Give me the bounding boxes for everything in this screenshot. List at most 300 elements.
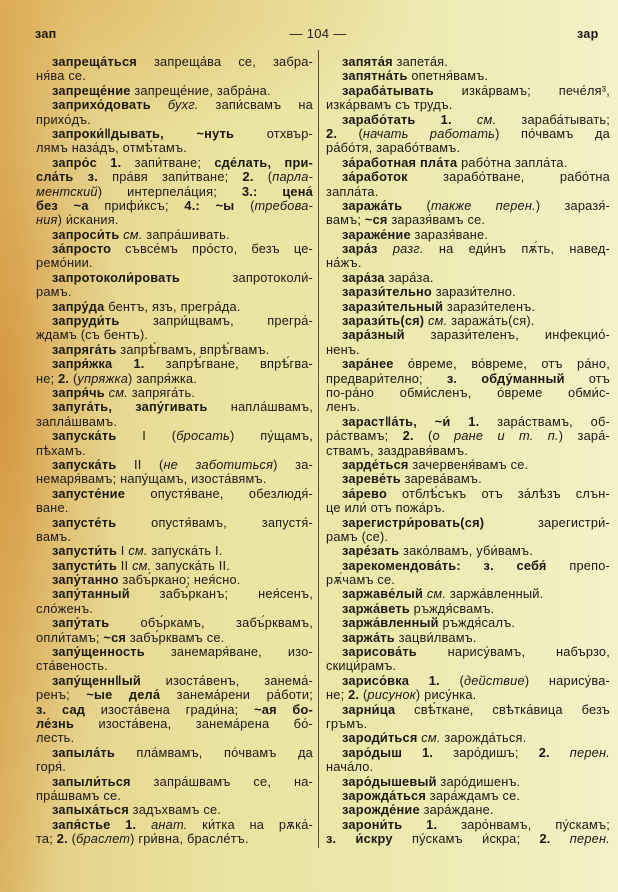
- translation: прихо́дъ.: [36, 111, 91, 127]
- dictionary-line: [326, 228, 610, 242]
- usage-label: ния: [36, 212, 58, 228]
- dictionary-line: [326, 458, 610, 472]
- headword: заре́зать: [342, 543, 400, 559]
- russian-phrase: 1.: [468, 413, 480, 429]
- translation: ра́ствамъ;: [326, 428, 403, 444]
- translation: опли́тамъ;: [36, 629, 104, 645]
- translation: запротоколи́-: [179, 269, 313, 285]
- headword: за́работок: [342, 169, 408, 185]
- russian-phrase: сла́ть з.: [36, 169, 98, 185]
- usage-label: см.: [476, 111, 497, 127]
- dictionary-line: [326, 343, 610, 357]
- usage-label: см.: [426, 586, 447, 602]
- translation: [551, 831, 570, 846]
- dictionary-entry: [326, 69, 610, 83]
- dictionary-line: [36, 544, 313, 558]
- translation: по-ра́но обми́сленъ, о́време обми́с-: [326, 384, 610, 400]
- headword: зара́зный: [342, 327, 405, 343]
- dictionary-line: [326, 386, 610, 400]
- russian-phrase: 1.: [428, 672, 440, 688]
- dictionary-entry: [326, 170, 610, 199]
- translation: [151, 97, 168, 112]
- dictionary-line: [326, 98, 610, 112]
- dictionary-line: [36, 573, 313, 587]
- dictionary-line: [326, 285, 610, 299]
- dictionary-entry: [36, 487, 313, 516]
- russian-phrase: 2.: [348, 687, 360, 703]
- translation: немаря́вамъ; напу́щамъ, изоста́вямъ.: [36, 471, 267, 487]
- translation: ремо́нии.: [36, 255, 93, 271]
- translation: ръждя́салъ.: [438, 615, 516, 631]
- dictionary-entry: [326, 602, 610, 616]
- headword: зараба́тывать: [342, 82, 434, 98]
- dictionary-line: [326, 314, 610, 328]
- dictionary-line: [326, 271, 610, 285]
- translation: опетня́вамъ.: [407, 68, 489, 84]
- dictionary-entry: [36, 400, 313, 429]
- dictionary-line: [36, 472, 313, 486]
- translation: зарази́теленъ.: [443, 298, 536, 314]
- dictionary-entry: [326, 818, 610, 847]
- headword: запыла́ть: [52, 744, 115, 760]
- dictionary-line: [36, 501, 313, 515]
- russian-phrase: 2.: [539, 831, 551, 847]
- headword: запусте́ть: [52, 514, 117, 530]
- translation: запуска́ть II.: [151, 557, 231, 573]
- russian-phrase: 1.: [125, 816, 137, 832]
- dictionary-line: [36, 357, 313, 371]
- dictionary-line: [36, 731, 313, 745]
- dictionary-entry: [36, 55, 313, 84]
- dictionary-entry: [36, 156, 313, 228]
- translation: заразя́ване.: [410, 226, 489, 242]
- headword: зараже́ние: [342, 226, 411, 242]
- translation: ждамъ (съ бентъ).: [36, 327, 149, 343]
- russian-phrase: без ~а: [36, 197, 89, 213]
- translation: ) запря́жка.: [128, 370, 197, 386]
- dictionary-line: [326, 170, 610, 184]
- translation: [110, 817, 125, 832]
- headword: зарази́ть(ся): [342, 313, 425, 329]
- headword: запыли́ться: [52, 773, 131, 789]
- translation: запуска́ть I.: [147, 543, 223, 559]
- usage-label: требова-: [254, 197, 313, 213]
- dictionary-line: [36, 832, 313, 846]
- translation: бентъ, язъ, прегра́да.: [104, 298, 241, 314]
- usage-label: перен.: [569, 744, 610, 760]
- dictionary-line: [326, 703, 610, 717]
- headword: запроки́‖дывать, ~нуть: [52, 125, 235, 141]
- usage-label: не заботиться: [163, 456, 274, 472]
- headword: зарни́ца: [342, 701, 396, 717]
- headword: запруди́ть: [52, 313, 120, 329]
- translation: ) интерпела́ция;: [97, 183, 242, 199]
- dictionary-entry: [326, 472, 610, 486]
- headword: запята́я: [342, 54, 393, 69]
- dictionary-line: [326, 472, 610, 486]
- dictionary-line: [36, 760, 313, 774]
- usage-label: см.: [108, 384, 128, 400]
- translation: скици́рамъ.: [326, 658, 397, 674]
- dictionary-line: [326, 400, 610, 414]
- dictionary-entry: [36, 386, 313, 400]
- translation: ) и́скания.: [57, 212, 119, 228]
- dictionary-line: [326, 746, 610, 760]
- translation: сло́женъ.: [36, 600, 94, 616]
- headword: запря́жка: [52, 356, 113, 372]
- dictionary-line: [326, 415, 610, 429]
- translation: запряга́ть.: [127, 384, 196, 400]
- dictionary-entry: [326, 703, 610, 732]
- dictionary-line: [326, 516, 610, 530]
- headword: запряга́ть: [52, 341, 117, 357]
- translation: запла́швамъ.: [36, 413, 118, 429]
- usage-label: бухг.: [167, 97, 199, 113]
- translation: запла́та.: [326, 183, 379, 199]
- translation: [112, 356, 133, 371]
- dictionary-line: [326, 818, 610, 832]
- headword: зарекомендова́ть: з. себя́: [342, 557, 547, 573]
- dictionary-line: [36, 559, 313, 573]
- translation: отхвър-: [234, 125, 313, 141]
- dictionary-line: [36, 328, 313, 342]
- translation: лямъ наза́дъ, отмѣ́тамъ.: [36, 140, 187, 156]
- dictionary-line: [326, 659, 610, 673]
- dictionary-entry: [326, 487, 610, 516]
- headword: запу́щенность: [52, 644, 145, 660]
- dictionary-line: [36, 429, 313, 443]
- translation: ки́тка на рѫка́-: [187, 816, 313, 832]
- translation: ) за-: [273, 456, 313, 472]
- translation: [452, 112, 477, 127]
- dictionary-line: [36, 300, 313, 314]
- dictionary-line: [326, 141, 610, 155]
- translation: ра́бо́тя, зарабо́твамъ.: [326, 140, 461, 156]
- translation: зачервеня́вамъ се.: [408, 456, 529, 472]
- dictionary-line: [326, 256, 610, 270]
- headword: зарожде́ние: [342, 802, 420, 818]
- translation: II (: [116, 456, 164, 472]
- translation: на еди́нъ пѫ́ть, навед-: [423, 241, 610, 257]
- dictionary-line: [36, 487, 313, 501]
- translation: ня́ва се.: [36, 68, 86, 84]
- headword: заро́дыш: [342, 744, 403, 760]
- usage-label: см.: [123, 226, 143, 242]
- running-head-left: зап: [35, 27, 57, 41]
- dictionary-line: [36, 84, 313, 98]
- dictionary-line: [36, 228, 313, 242]
- dictionary-line: [36, 674, 313, 688]
- usage-label: рисунок: [367, 687, 416, 703]
- translation: запри́щвамъ, прегра́-: [119, 313, 313, 329]
- translation: зарева́вамъ.: [400, 471, 482, 487]
- russian-phrase: 1.: [110, 154, 122, 170]
- translation: рамъ.: [36, 284, 72, 300]
- headword: запреще́ние: [52, 82, 131, 98]
- russian-phrase: 2.: [242, 169, 254, 185]
- translation: зара́ждане.: [419, 802, 494, 818]
- russian-phrase: 2.: [402, 428, 414, 444]
- translation: пла́мвамъ, по́чвамъ да: [114, 744, 313, 760]
- translation: нача́ло.: [326, 759, 374, 775]
- dictionary-entry: [326, 228, 610, 242]
- russian-phrase: 2.: [538, 744, 550, 760]
- dictionary-entry: [36, 228, 313, 242]
- translation: пу́скамъ и́скра;: [392, 831, 540, 847]
- translation: рабо́тна запла́та.: [457, 154, 568, 170]
- dictionary-entry: [326, 271, 610, 285]
- translation: гръмъ.: [326, 715, 368, 731]
- headword: заприхо́довать: [52, 97, 151, 113]
- translation: ) рису́нка.: [415, 687, 477, 703]
- translation: запи́свамъ на: [198, 97, 313, 113]
- translation: I (: [116, 428, 177, 444]
- translation: [415, 112, 440, 127]
- dictionary-line: [36, 242, 313, 256]
- translation: пра́вя запи́тване;: [97, 169, 243, 185]
- translation: зараба́тывать;: [496, 111, 610, 127]
- translation: (: [439, 672, 464, 688]
- translation: (: [67, 831, 77, 847]
- translation: ) нарису́ва-: [524, 672, 610, 688]
- russian-phrase: 1.: [422, 744, 434, 760]
- translation: та;: [36, 831, 57, 847]
- translation: зарабо́тване, рабо́тна: [407, 169, 610, 185]
- dictionary-line: [326, 559, 610, 573]
- dictionary-line: [326, 789, 610, 803]
- running-head-right: зар: [577, 27, 599, 41]
- dictionary-line: [326, 501, 610, 515]
- russian-phrase: 2.: [58, 370, 70, 386]
- translation: ствамъ, заздравя́вамъ.: [326, 442, 468, 458]
- dictionary-line: [326, 674, 610, 688]
- headword: запу́танный: [52, 586, 130, 602]
- translation: I: [117, 543, 129, 559]
- russian-phrase: 1.: [440, 111, 452, 127]
- dictionary-line: [36, 587, 313, 601]
- dictionary-entry: [326, 731, 610, 745]
- translation: пра́швамъ се.: [36, 787, 122, 803]
- dictionary-entry: [36, 343, 313, 357]
- dictionary-line: [36, 285, 313, 299]
- dictionary-entry: [36, 559, 313, 573]
- translation: занема́рени ра́боти;: [160, 687, 313, 703]
- dictionary-line: [36, 458, 313, 472]
- headword: запру́да: [52, 298, 105, 314]
- translation: це или́ отъ пожа́ръ.: [326, 500, 446, 516]
- translation: отъ: [564, 370, 610, 386]
- usage-label: о ране и т. п.: [432, 428, 559, 444]
- dictionary-line: [326, 530, 610, 544]
- dictionary-line: [326, 544, 610, 558]
- dictionary-line: [36, 400, 313, 414]
- translation: [451, 414, 469, 429]
- headword: зарде́ться: [342, 456, 409, 472]
- translation: опустя́вамъ, запустя́-: [116, 514, 313, 530]
- translation: заро́нвамъ, пу́скамъ;: [437, 816, 610, 832]
- headword: зараст‖а́ть, ~и́: [342, 413, 451, 429]
- russian-phrase: 3.: цена́: [241, 183, 313, 199]
- dictionary-entry: [36, 573, 313, 587]
- translation: заража́ть(ся).: [447, 313, 535, 329]
- translation: (: [253, 169, 273, 185]
- dictionary-line: [36, 199, 313, 213]
- translation: запра́шивать.: [142, 226, 230, 242]
- dictionary-entry: [326, 84, 610, 113]
- dictionary-entry: [326, 156, 610, 170]
- headword: запуска́ть: [52, 456, 117, 472]
- dictionary-line: [326, 602, 610, 616]
- headword: зара́з: [342, 241, 378, 257]
- dictionary-line: [326, 372, 610, 386]
- dictionary-entry: [36, 616, 313, 645]
- dictionary-line: [326, 803, 610, 817]
- dictionary-entry: [326, 357, 610, 415]
- translation: пѣхамъ.: [36, 442, 86, 458]
- dictionary-line: [326, 213, 610, 227]
- translation: зацви́лвамъ.: [394, 629, 477, 645]
- headword: за́работная пла́та: [342, 154, 458, 170]
- headword: запреща́ться: [52, 54, 137, 69]
- usage-label: начать работать: [362, 125, 496, 141]
- translation: ) зара́-: [558, 428, 610, 444]
- usage-label: ментский: [36, 183, 98, 199]
- right-column: [326, 55, 610, 846]
- headword: запро́с: [52, 154, 97, 170]
- translation: не;: [36, 370, 59, 386]
- dictionary-entry: [36, 775, 313, 804]
- translation: изка́рвамъ съ трудъ.: [326, 97, 453, 113]
- translation: (: [413, 428, 433, 444]
- dictionary-line: [326, 199, 610, 213]
- translation: вамъ.: [36, 528, 72, 544]
- translation: не;: [326, 687, 349, 703]
- translation: ) заразя́-: [535, 197, 611, 213]
- dictionary-line: [326, 645, 610, 659]
- translation: (: [359, 687, 368, 703]
- dictionary-line: [326, 55, 610, 69]
- translation: съвсе́мъ про́сто, безъ це-: [111, 241, 313, 257]
- translation: зарожда́ться.: [440, 730, 527, 746]
- translation: [97, 155, 110, 170]
- translation: заро́дишъ;: [433, 744, 539, 760]
- usage-label: бросать: [176, 428, 230, 444]
- dictionary-entry: [36, 587, 313, 616]
- translation: ръждя́свамъ.: [409, 600, 495, 616]
- headword: запусти́ть: [52, 543, 118, 559]
- usage-label: упряжка: [77, 370, 129, 386]
- dictionary-line: [36, 645, 313, 659]
- usage-label: см.: [428, 313, 448, 329]
- translation: запета́я.: [392, 54, 449, 69]
- translation: зарегистри́-: [484, 514, 610, 530]
- headword: запротоколи́ровать: [52, 269, 180, 285]
- dictionary-line: [36, 818, 313, 832]
- translation: на́жъ.: [326, 255, 362, 271]
- translation: занемаря́ване, изо-: [144, 644, 313, 660]
- headword: запятна́ть: [342, 68, 408, 84]
- usage-label: браслет: [76, 831, 131, 847]
- headword: запусте́ние: [52, 485, 126, 501]
- translation: [378, 241, 393, 256]
- headword: заро́дышевый: [342, 773, 437, 789]
- translation: о́време, во́време, отъ ра́но,: [393, 356, 610, 372]
- dictionary-entry: [326, 746, 610, 775]
- translation: изоста́вена, занема́рена бо́-: [74, 715, 313, 731]
- russian-phrase: з. обду́манный: [446, 370, 565, 386]
- dictionary-line: [326, 573, 610, 587]
- translation: заразя́вамъ се.: [387, 212, 486, 228]
- left-column: [36, 55, 313, 846]
- dictionary-line: [36, 444, 313, 458]
- russian-phrase: ~ые дела́: [86, 687, 161, 703]
- dictionary-line: [36, 386, 313, 400]
- translation: объ́ркамъ, забъ́рквамъ,: [109, 615, 313, 631]
- dictionary-line: [36, 659, 313, 673]
- translation: ) по́чвамъ да: [495, 125, 610, 141]
- dictionary-line: [36, 113, 313, 127]
- headword: зарожда́ться: [342, 787, 427, 803]
- russian-phrase: з. и́скру: [326, 831, 393, 847]
- translation: рамъ (се).: [326, 528, 389, 544]
- russian-phrase: ~ся: [364, 212, 388, 228]
- russian-phrase: ~ся: [103, 629, 127, 645]
- dictionary-line: [36, 271, 313, 285]
- dictionary-entry: [326, 616, 610, 630]
- translation: [402, 817, 426, 832]
- dictionary-entry: [326, 775, 610, 789]
- dictionary-line: [326, 69, 610, 83]
- dictionary-line: [326, 688, 610, 702]
- headword: запу́тать: [52, 615, 110, 631]
- dictionary-entry: [326, 516, 610, 545]
- dictionary-line: [36, 98, 313, 112]
- translation: ване.: [36, 500, 69, 516]
- translation: зара́ствамъ, об-: [479, 413, 610, 429]
- translation: зара́за.: [384, 269, 434, 285]
- translation: ста́веность.: [36, 658, 108, 674]
- translation: запрѣ́гвамъ, впрѣ́гвамъ.: [116, 341, 270, 357]
- headword: запуга́ть, запу́гивать: [52, 399, 208, 415]
- translation: (: [69, 370, 78, 386]
- dictionary-line: [36, 717, 313, 731]
- translation: забъ́рканъ; нея́сенъ,: [129, 586, 313, 602]
- dictionary-entry: [36, 746, 313, 775]
- russian-phrase: 2.: [56, 831, 68, 847]
- dictionary-line: [36, 703, 313, 717]
- dictionary-line: [326, 127, 610, 141]
- headword: зареве́ть: [342, 471, 401, 487]
- dictionary-line: [36, 602, 313, 616]
- translation: изка́рвамъ; пече́ля³,: [433, 82, 610, 98]
- usage-label: парла-: [272, 169, 313, 185]
- usage-label: см.: [132, 557, 152, 573]
- dictionary-entry: [36, 516, 313, 545]
- translation: зарази́телно.: [431, 284, 516, 300]
- dictionary-line: [36, 372, 313, 386]
- dictionary-entry: [36, 357, 313, 386]
- dictionary-entry: [326, 328, 610, 357]
- dictionary-entry: [326, 674, 610, 703]
- headword: зарази́тельный: [342, 298, 444, 314]
- translation: ненъ.: [326, 341, 360, 357]
- translation: ) пу́щамъ,: [230, 428, 313, 444]
- headword: запуска́ть: [52, 428, 117, 444]
- headword: заржа́ть: [342, 629, 395, 645]
- translation: запреща́ва се, забра-: [136, 54, 313, 69]
- dictionary-line: [36, 256, 313, 270]
- translation: изоста́вена гради́на;: [85, 701, 255, 717]
